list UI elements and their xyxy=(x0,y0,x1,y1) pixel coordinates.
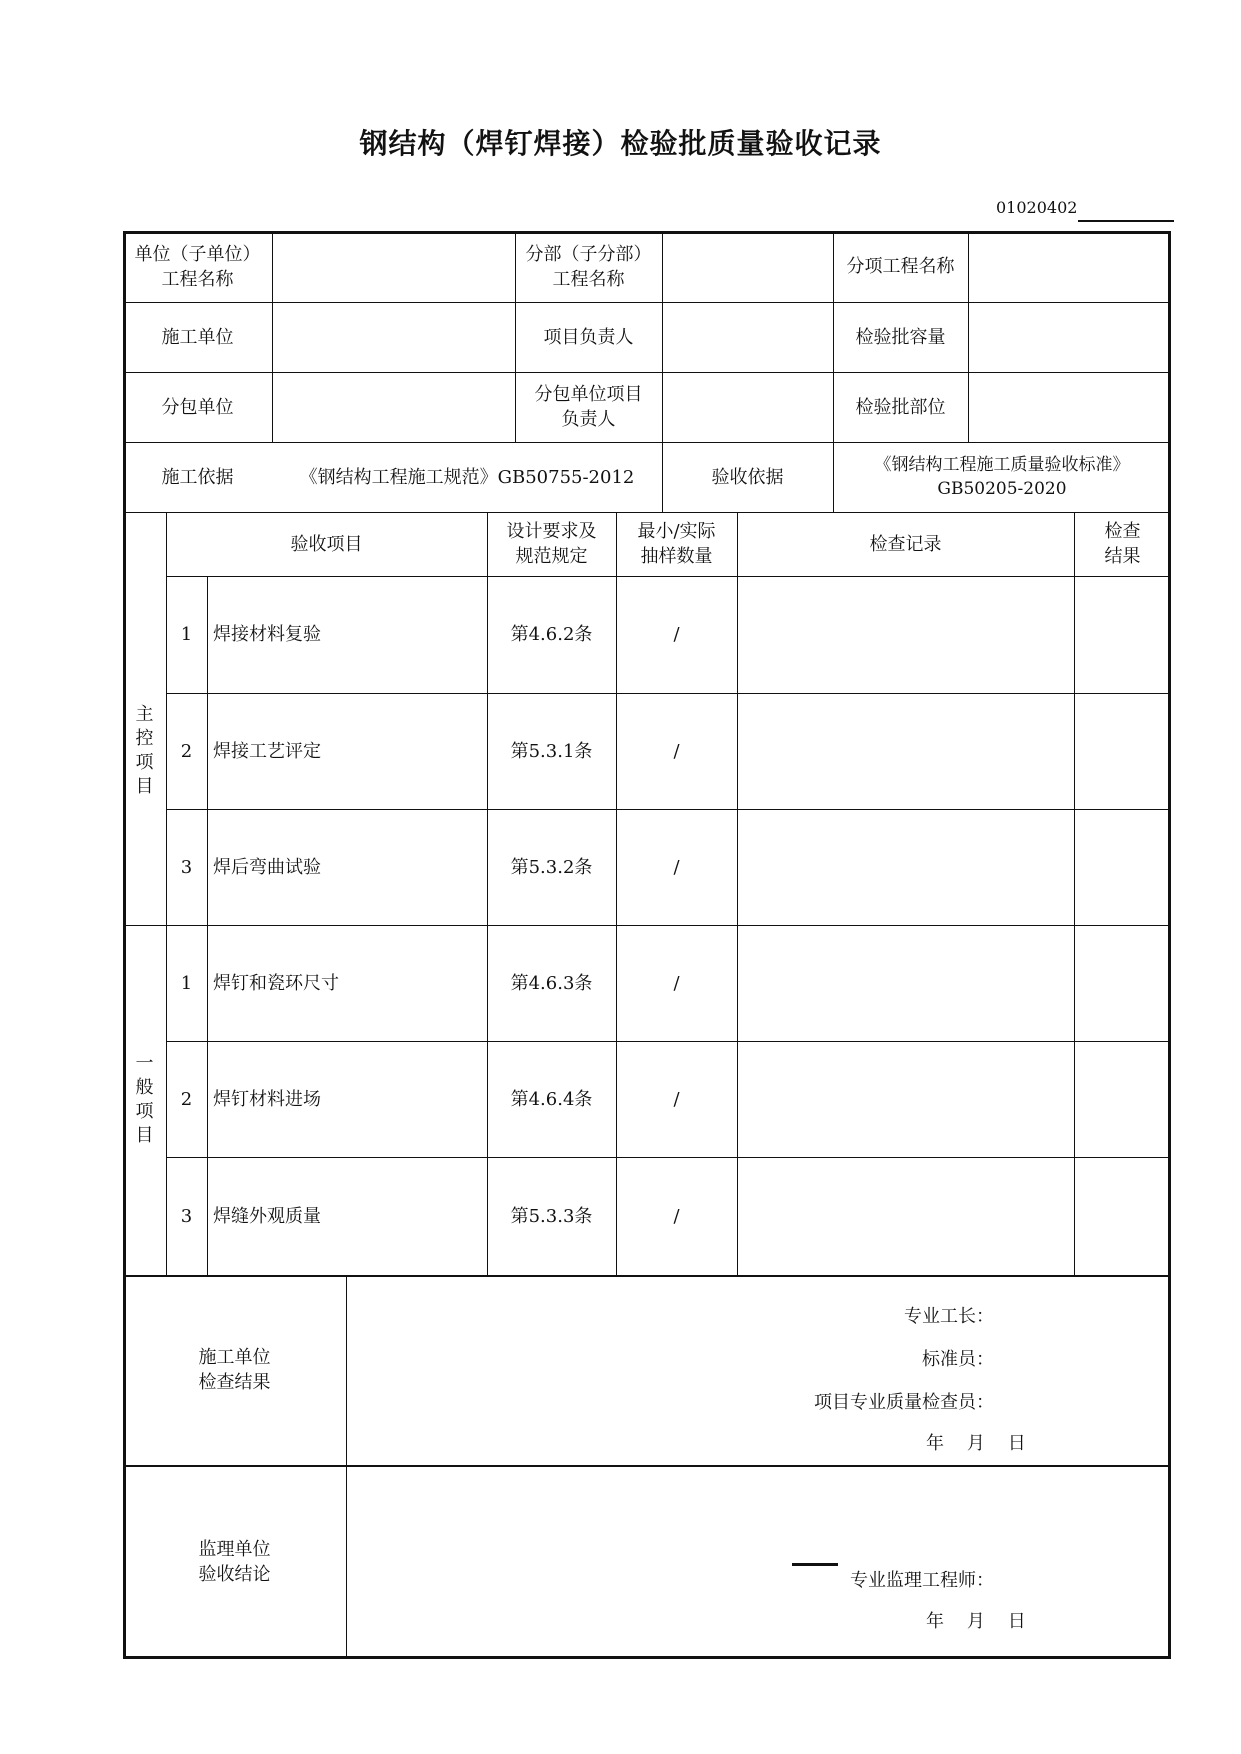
item-project-value[interactable] xyxy=(968,231,1171,302)
row-record[interactable] xyxy=(737,925,1074,1041)
subcontractor-value[interactable] xyxy=(272,372,515,442)
project-manager-label: 项目负责人 xyxy=(543,326,634,348)
unit-project-label: 单位（子单位） 工程名称 xyxy=(134,243,261,290)
row-sample[interactable]: / xyxy=(673,1205,680,1227)
row-result[interactable] xyxy=(1074,576,1171,693)
row-clause: 第4.6.3条 xyxy=(510,972,593,994)
page-title: 钢结构（焊钉焊接）检验批质量验收记录 xyxy=(359,127,882,160)
batch-location-label: 检验批部位 xyxy=(855,396,946,418)
row-result[interactable] xyxy=(1074,1157,1171,1275)
unit-project-value[interactable] xyxy=(272,231,515,302)
row-result[interactable] xyxy=(1074,1041,1171,1157)
sub-project-manager-value[interactable] xyxy=(662,372,833,442)
construction-check-label: 施工单位 检查结果 xyxy=(198,1347,271,1393)
acceptance-basis-label: 验收依据 xyxy=(711,466,784,488)
acceptance-basis-value: 《钢结构工程施工质量验收标准》 GB50205-2020 xyxy=(874,455,1130,499)
row-clause: 第4.6.4条 xyxy=(510,1088,593,1110)
main-control-group-label: 主控项目 xyxy=(135,703,154,797)
row-number: 3 xyxy=(180,1205,193,1227)
col-header-sample: 最小/实际 抽样数量 xyxy=(637,521,716,567)
row-record[interactable] xyxy=(737,1157,1074,1275)
col-header-record: 检查记录 xyxy=(869,533,942,555)
row-number: 2 xyxy=(180,1088,193,1110)
row-record[interactable] xyxy=(737,809,1074,925)
form-code: 01020402 xyxy=(996,198,1078,217)
supervision-date[interactable]: 年 月 日 xyxy=(926,1611,1026,1632)
subcontractor-label: 分包单位 xyxy=(161,396,234,418)
row-number: 1 xyxy=(180,624,193,645)
row-item-name: 焊钉材料进场 xyxy=(213,1088,321,1110)
construction-basis-value: 《钢结构工程施工规范》GB50755-2012 xyxy=(299,466,635,488)
supervising-engineer-signature[interactable]: 专业监理工程师： xyxy=(850,1570,994,1591)
project-manager-value[interactable] xyxy=(662,302,833,372)
general-group-label: 一般项目 xyxy=(135,1053,154,1146)
row-sample[interactable]: / xyxy=(673,856,680,878)
row-record[interactable] xyxy=(737,1041,1074,1157)
supervision-label: 监理单位 验收结论 xyxy=(198,1539,271,1585)
row-item-name: 焊缝外观质量 xyxy=(213,1205,321,1227)
row-sample[interactable]: / xyxy=(673,1088,680,1110)
row-record[interactable] xyxy=(737,576,1074,693)
grid-line xyxy=(346,1275,347,1659)
row-sample[interactable]: / xyxy=(673,972,680,994)
batch-location-value[interactable] xyxy=(968,372,1171,442)
row-item-name: 焊钉和瓷环尺寸 xyxy=(213,972,339,994)
col-header-requirement: 设计要求及 规范规定 xyxy=(506,521,597,567)
row-result[interactable] xyxy=(1074,693,1171,809)
contractor-value[interactable] xyxy=(272,302,515,372)
row-clause: 第4.6.2条 xyxy=(510,624,593,645)
construction-check-date[interactable]: 年 月 日 xyxy=(926,1433,1026,1454)
row-number: 1 xyxy=(180,972,193,994)
row-result[interactable] xyxy=(1074,925,1171,1041)
row-result[interactable] xyxy=(1074,809,1171,925)
row-item-name: 焊后弯曲试验 xyxy=(213,856,321,878)
row-sample[interactable]: / xyxy=(673,624,680,645)
contractor-label: 施工单位 xyxy=(161,326,234,348)
row-sample[interactable]: / xyxy=(673,740,680,762)
sub-project-value[interactable] xyxy=(662,231,833,302)
sub-project-label: 分部（子分部） 工程名称 xyxy=(525,243,652,290)
row-number: 3 xyxy=(180,856,193,878)
row-clause: 第5.3.1条 xyxy=(510,740,593,762)
row-clause: 第5.3.2条 xyxy=(510,856,593,878)
batch-capacity-label: 检验批容量 xyxy=(855,326,946,348)
row-number: 2 xyxy=(180,740,193,762)
item-project-label: 分项工程名称 xyxy=(846,256,955,277)
col-header-result: 检查 结果 xyxy=(1104,521,1141,567)
construction-basis-label: 施工依据 xyxy=(161,466,234,488)
dash-mark xyxy=(792,1563,838,1566)
row-clause: 第5.3.3条 xyxy=(510,1205,593,1227)
batch-capacity-value[interactable] xyxy=(968,302,1171,372)
sub-project-manager-label: 分包单位项目 负责人 xyxy=(534,384,643,430)
col-header-item: 验收项目 xyxy=(290,533,363,555)
row-record[interactable] xyxy=(737,693,1074,809)
foreman-signature[interactable]: 专业工长： xyxy=(904,1306,994,1327)
row-item-name: 焊接工艺评定 xyxy=(213,740,321,762)
form-code-blank xyxy=(1078,220,1174,222)
standard-officer-signature[interactable]: 标准员： xyxy=(922,1349,994,1370)
row-item-name: 焊接材料复验 xyxy=(213,624,321,645)
quality-inspector-signature[interactable]: 项目专业质量检查员： xyxy=(814,1392,994,1413)
